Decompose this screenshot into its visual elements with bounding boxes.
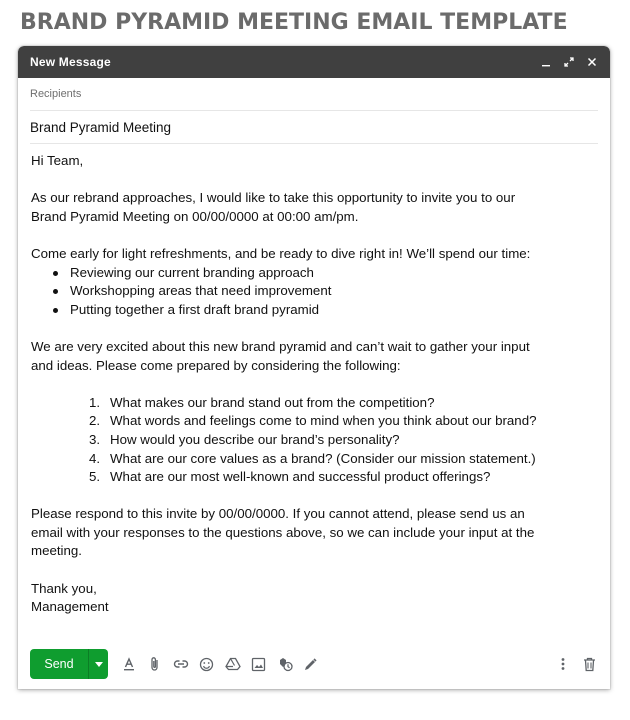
agenda-item-text: Putting together a first draft brand pyramid — [70, 301, 320, 317]
send-group — [30, 649, 108, 679]
agenda-item — [51, 282, 598, 301]
emoji-icon[interactable] — [198, 656, 215, 673]
arrival-line: Come early for light refreshments, and be ready to dive right in! We’ll spend our time: — [31, 245, 531, 261]
question-number: 5. — [89, 469, 101, 485]
question-item — [89, 450, 598, 469]
question-number: 1. — [89, 394, 101, 410]
window-controls — [540, 56, 598, 68]
bullet-icon — [53, 289, 58, 294]
respond-line: Please respond to this invite by 00/00/0000. If you cannot attend, please send us an — [31, 506, 525, 522]
question-item — [89, 468, 598, 487]
toolbar-right — [554, 656, 598, 673]
compose-window — [18, 46, 610, 689]
photo-icon[interactable] — [250, 656, 267, 673]
excited-line: We are very excited about this new brand pyramid and can’t wait to gather your input — [31, 338, 530, 354]
attach-icon[interactable] — [146, 656, 163, 673]
compose-titlebar[interactable] — [18, 46, 610, 78]
link-icon[interactable] — [172, 656, 189, 673]
close-icon[interactable] — [586, 56, 598, 68]
agenda-item-text: Reviewing our current branding approach — [70, 264, 314, 280]
signoff: Thank you, — [31, 580, 97, 596]
signature: Management — [31, 599, 109, 615]
question-text: What makes our brand stand out from the competition? — [110, 394, 435, 410]
subject-text: Brand Pyramid Meeting — [30, 119, 172, 135]
respond-line: email with your responses to the questions above, so we can include your input at the — [31, 524, 535, 540]
page-heading: BRAND PYRAMID MEETING EMAIL TEMPLATE — [20, 10, 568, 35]
trash-icon[interactable] — [581, 656, 598, 673]
question-number: 2. — [89, 413, 101, 429]
agenda-list — [31, 264, 598, 320]
more-options-icon[interactable] — [554, 656, 571, 673]
compose-fields — [18, 78, 610, 144]
agenda-item-text: Workshopping areas that need improvement — [70, 283, 332, 299]
expand-icon[interactable] — [563, 56, 575, 68]
send-button[interactable]: Send — [30, 649, 88, 679]
subject-field[interactable] — [30, 111, 598, 144]
text-format-icon[interactable] — [120, 656, 137, 673]
bullet-icon — [53, 308, 58, 313]
confidential-icon[interactable] — [276, 656, 293, 673]
caret-down-icon — [95, 662, 103, 667]
drive-icon[interactable] — [224, 656, 241, 673]
compose-toolbar — [30, 649, 598, 679]
question-item — [89, 431, 598, 450]
intro-line: As our rebrand approaches, I would like to take this opportunity to invite you to our — [31, 190, 516, 206]
send-options-button[interactable] — [88, 649, 108, 679]
agenda-item — [51, 264, 598, 283]
window-title: New Message — [30, 55, 111, 69]
signature-icon[interactable] — [302, 656, 319, 673]
intro-line: Brand Pyramid Meeting on 00/00/0000 at 00:00 am/pm. — [31, 208, 359, 224]
respond-line: meeting. — [31, 543, 82, 559]
question-text: How would you describe our brand’s personality? — [110, 431, 400, 447]
question-text: What are our most well-known and successful product offerings? — [110, 469, 491, 485]
message-body[interactable] — [18, 144, 610, 617]
question-text: What are our core values as a brand? (Consider our mission statement.) — [110, 450, 536, 466]
question-text: What words and feelings come to mind when you think about our brand? — [110, 413, 537, 429]
question-number: 3. — [89, 431, 101, 447]
question-item — [89, 394, 598, 413]
recipients-label: Recipients — [30, 88, 82, 100]
question-item — [89, 412, 598, 431]
excited-line: and ideas. Please come prepared by considering the following: — [31, 357, 401, 373]
bullet-icon — [53, 271, 58, 276]
recipients-field[interactable] — [30, 78, 598, 111]
questions-list — [31, 394, 598, 487]
minimize-icon[interactable] — [540, 56, 552, 68]
question-number: 4. — [89, 450, 101, 466]
greeting: Hi Team, — [31, 153, 84, 168]
agenda-item — [51, 301, 598, 320]
formatting-icons — [120, 656, 319, 673]
